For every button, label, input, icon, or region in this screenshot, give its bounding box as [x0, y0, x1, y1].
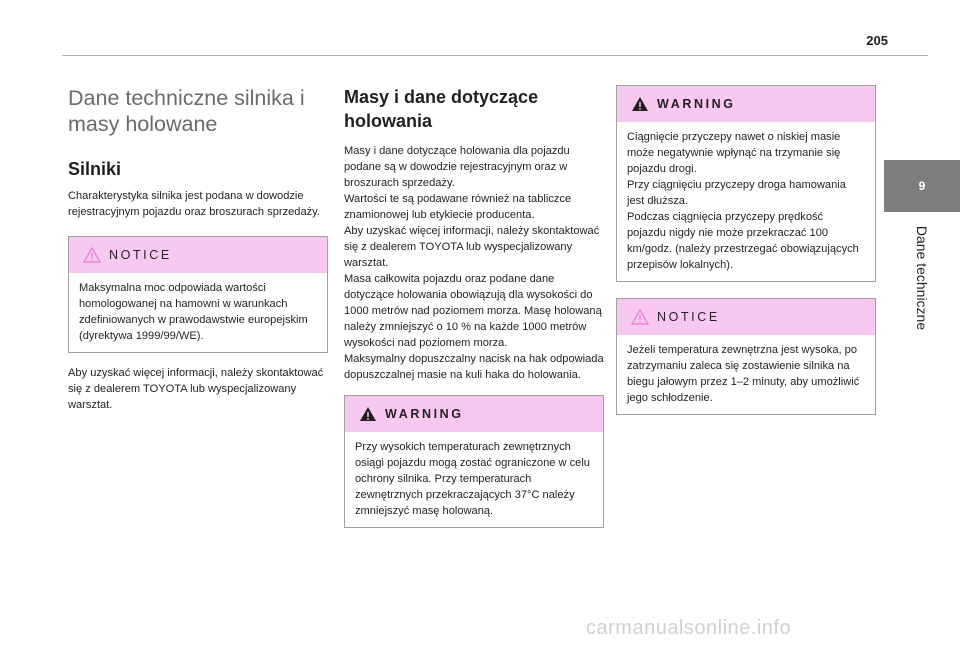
- warning-triangle-icon: [631, 96, 649, 112]
- page-number: 205: [866, 33, 888, 48]
- watermark: carmanualsonline.info: [586, 617, 792, 639]
- warning-body: [345, 432, 603, 527]
- notice-box: [616, 298, 876, 415]
- warning-title: WARNING: [385, 407, 464, 421]
- notice-header: [617, 299, 875, 335]
- column-3: [616, 85, 876, 415]
- column-1: [68, 85, 328, 413]
- notice-body: [69, 273, 327, 352]
- notice-title: NOTICE: [657, 310, 720, 324]
- page-title: Dane techniczne silnika i masy holowane: [68, 86, 305, 136]
- warning-triangle-icon: [83, 247, 101, 263]
- warning-text: Przy wysokich temperaturach zewnętrznych osiągi pojazdu mogą zostać ograniczone w celu ochrony silnika. Przy temperaturach zewnętrznych przekraczających 37°C należy zmniejszyć masę holowaną.: [355, 441, 590, 517]
- notice-header: [69, 237, 327, 273]
- chapter-number: 9: [918, 179, 926, 193]
- chapter-label: Dane techniczne: [914, 225, 930, 331]
- section-title-masy: Masy i dane dotyczące holowania: [344, 87, 539, 131]
- notice-text: Jeżeli temperatura zewnętrzna jest wysoka, po zatrzymaniu zaleca się zostawienie silnika na biegu jałowym przez 1–2 minuty, aby umożliwić jego schłodzenie.: [627, 344, 860, 404]
- warning-header: [617, 86, 875, 122]
- warning-triangle-icon: [631, 309, 649, 325]
- notice-text: Maksymalna moc odpowiada wartości homologowanej na hamowni w warunkach zdefiniowanych w prawodawstwie europejskim (dyrektywa 1999/99/WE).: [79, 282, 308, 342]
- masses-paragraph: Masy i dane dotyczące holowania dla pojazdu podane są w dowodzie rejestracyjnym oraz w broszurach sprzedaży. Wartości te są podawane również na tabliczce znamionowej lub etykiecie producenta. Aby uzyskać więcej informacji, należy skontaktować się z dealerem TOYOTA lub wyspecjalizowany warsztat. Masa całkowita pojazdu oraz podane dane dotyczące holowania obowiązują dla wysokości do 1000 metrów nad poziomem morza. Masę holowaną należy zmniejszyć o 10 % na każde 1000 metrów wysokości nad poziomem morza. Maksymalny dopuszczalny nacisk na hak odpowiada dopuszczalnej masie na kuli haka do holowania.: [344, 145, 604, 381]
- notice-title: NOTICE: [109, 248, 172, 262]
- notice-body: [617, 335, 875, 414]
- outro-text: Aby uzyskać więcej informacji, należy skontaktować się z dealerem TOYOTA lub wyspecjalizowany warsztat.: [68, 367, 324, 411]
- warning-triangle-icon: [359, 406, 377, 422]
- intro-text: Charakterystyka silnika jest podana w dowodzie rejestracyjnym pojazdu oraz broszurach sprzedaży.: [68, 190, 320, 218]
- section-title-silniki: Silniki: [68, 159, 122, 179]
- warning-title: WARNING: [657, 97, 736, 111]
- chapter-tab[interactable]: [884, 160, 960, 212]
- warning-body: [617, 122, 875, 281]
- warning-text: Ciągnięcie przyczepy nawet o niskiej masie może negatywnie wpłynąć na trzymanie się pojazdu drogi. Przy ciągnięciu przyczepy droga hamowania jest dłuższa. Podczas ciągnięcia przyczepy prędkość pojazdu nigdy nie może przekraczać 100 km/godz. (należy przestrzegać obowiązujących przepisów lokalnych).: [627, 131, 859, 271]
- header-rule: [62, 55, 928, 56]
- warning-box: [616, 85, 876, 282]
- column-2: [344, 85, 604, 528]
- notice-box: [68, 236, 328, 353]
- warning-box: [344, 395, 604, 528]
- warning-header: [345, 396, 603, 432]
